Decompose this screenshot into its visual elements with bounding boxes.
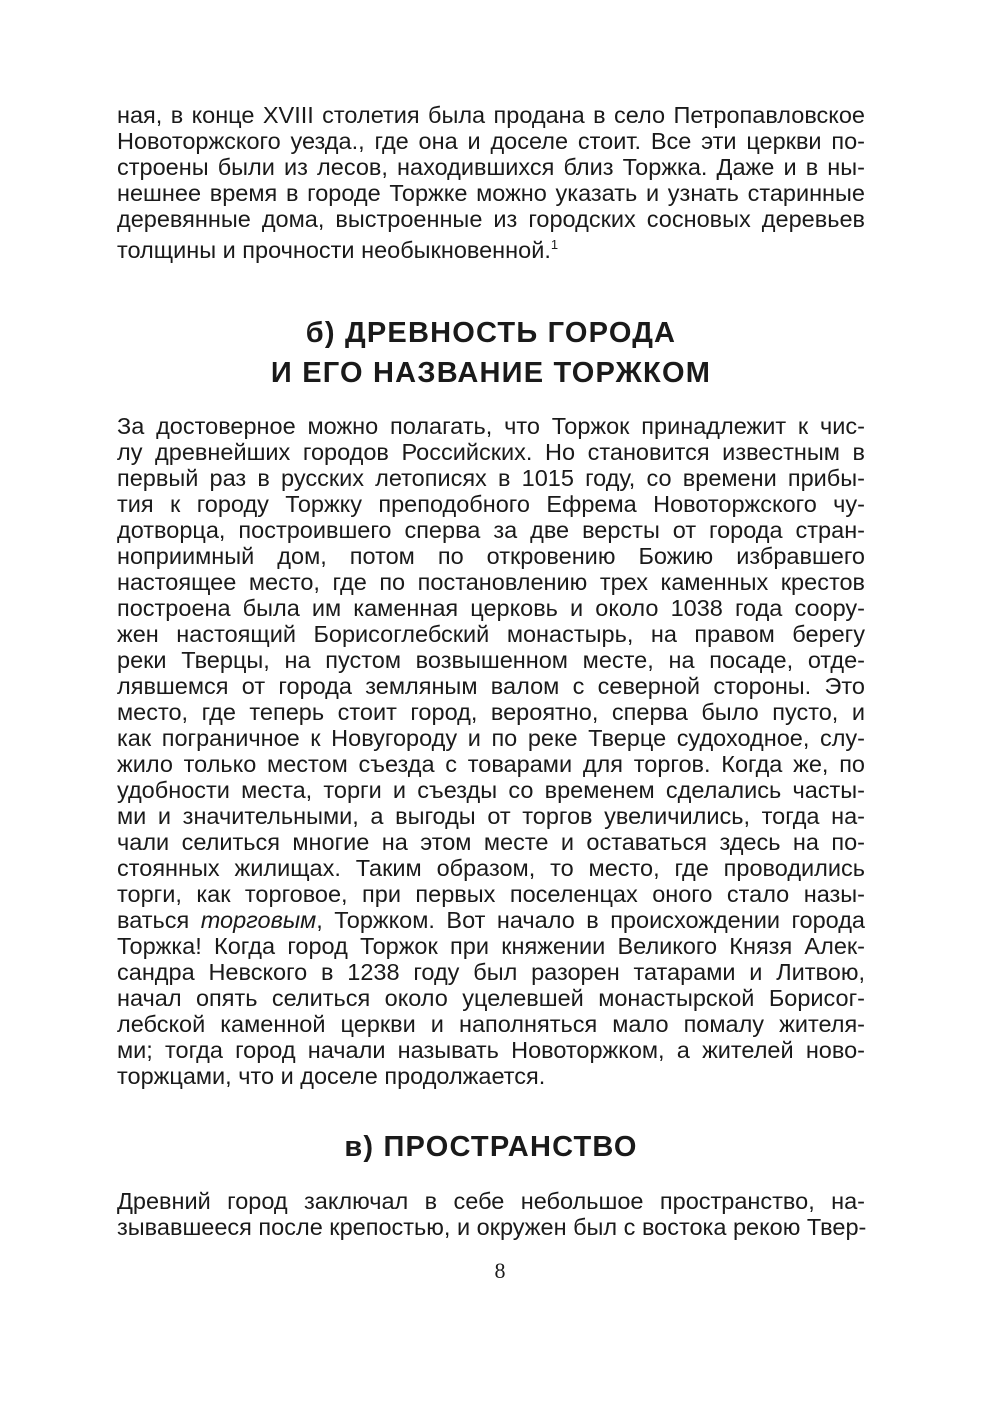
section-b-line-15: удобности места, торги и съезды со временем сделались часты- bbox=[117, 777, 865, 803]
section-b-line-14: жило только местом съезда с товарами для торгов. Когда же, по bbox=[117, 751, 865, 777]
section-b-line-16: ми и значительными, а выгоды от торгов увеличились, тогда на- bbox=[117, 803, 865, 829]
section-v-line-1: Древний город заключал в себе небольшое пространство, на- bbox=[117, 1188, 865, 1214]
section-b-line-11: лявшемся от города земляным валом с северной стороны. Это bbox=[117, 673, 865, 699]
section-b-line-4: тия к городу Торжку преподобного Ефрема Новоторжского чу- bbox=[117, 491, 865, 517]
section-v-line-2: зывавшееся после крепостью, и окружен был с востока рекою Твер- bbox=[117, 1214, 867, 1240]
section-b-line-13: как пограничное к Новугороду и по реке Тверце судоходное, слу- bbox=[117, 725, 865, 751]
section-b-line-22: сандра Невского в 1238 году был разорен татарами и Литвою, bbox=[117, 959, 865, 985]
section-b-line-18: стоянных жилищах. Таким образом, то место, где проводились bbox=[117, 855, 865, 881]
footnote-mark: 1 bbox=[550, 237, 559, 252]
section-b-line-8: построена была им каменная церковь и около 1038 года соору- bbox=[117, 595, 865, 621]
section-b-line-19: торги, как торговое, при первых поселенцах оного стало назы- bbox=[117, 881, 865, 907]
section-b-line-26: торжцами, что и доселе продолжается. bbox=[117, 1063, 546, 1089]
section-b-heading-line-1: б) ДРЕВНОСТЬ ГОРОДА bbox=[305, 317, 677, 349]
intro-line-6-text: толщины и прочности необыкновенной. bbox=[117, 237, 551, 263]
section-b-line-23: начал опять селиться около уцелевшей монастырской Борисог- bbox=[117, 985, 865, 1011]
section-b-line-5: дотворца, построившего сперва за две версты от города стран- bbox=[117, 517, 865, 543]
intro-line-5: деревянные дома, выстроенные из городских сосновых деревьев bbox=[117, 206, 865, 232]
section-b-line-7: настоящее место, где по постановлению трех каменных крестов bbox=[117, 569, 865, 595]
section-b-italic-word: торговым bbox=[200, 907, 317, 933]
section-b-line-3: первый раз в русских летописях в 1015 году, со времени прибы- bbox=[117, 465, 865, 491]
section-b-line-9: жен настоящий Борисоглебский монастырь, на правом берегу bbox=[117, 621, 865, 647]
section-b-line-12: место, где теперь стоит город, вероятно, сперва было пусто, и bbox=[117, 699, 865, 725]
intro-line-6 bbox=[117, 232, 865, 263]
page-number: 8 bbox=[494, 1258, 506, 1283]
section-b-line-6: ноприимный дом, потом по откровению Божию избравшего bbox=[117, 543, 865, 569]
section-b-line-1: За достоверное можно полагать, что Торжок принадлежит к чис- bbox=[117, 413, 865, 439]
section-b-line-25: ми; тогда город начали называть Новоторжком, а жителей ново- bbox=[117, 1037, 865, 1063]
section-b-line-20 bbox=[117, 907, 865, 933]
section-b-line-2: лу древнейших городов Российских. Но становится известным в bbox=[117, 439, 865, 465]
section-v-heading: в) ПРОСТРАНСТВО bbox=[344, 1131, 638, 1163]
section-b-line-20-start: ваться bbox=[117, 907, 201, 933]
section-b-line-24: лебской каменной церкви и наполняться мало помалу жителя- bbox=[117, 1011, 865, 1037]
intro-line-1: ная, в конце XVIII столетия была продана в село Петропавловское bbox=[117, 102, 865, 128]
intro-line-4: нешнее время в городе Торжке можно указать и узнать старинные bbox=[117, 180, 865, 206]
section-b-line-20-end: , Торжком. Вот начало в происхождении города bbox=[316, 907, 865, 933]
section-b-line-10: реки Тверцы, на пустом возвышенном месте, на посаде, отде- bbox=[117, 647, 865, 673]
section-b-line-21: Торжка! Когда город Торжок при княжении Великого Князя Алек- bbox=[117, 933, 865, 959]
intro-line-3: строены были из лесов, находившихся близ Торжка. Даже и в ны- bbox=[117, 154, 865, 180]
intro-line-2: Новоторжского уезда., где она и доселе стоит. Все эти церкви по- bbox=[117, 128, 865, 154]
section-b-line-17: чали селиться многие на этом месте и оставаться здесь на по- bbox=[117, 829, 865, 855]
section-b-heading-line-2: И ЕГО НАЗВАНИЕ ТОРЖКОМ bbox=[270, 357, 712, 389]
